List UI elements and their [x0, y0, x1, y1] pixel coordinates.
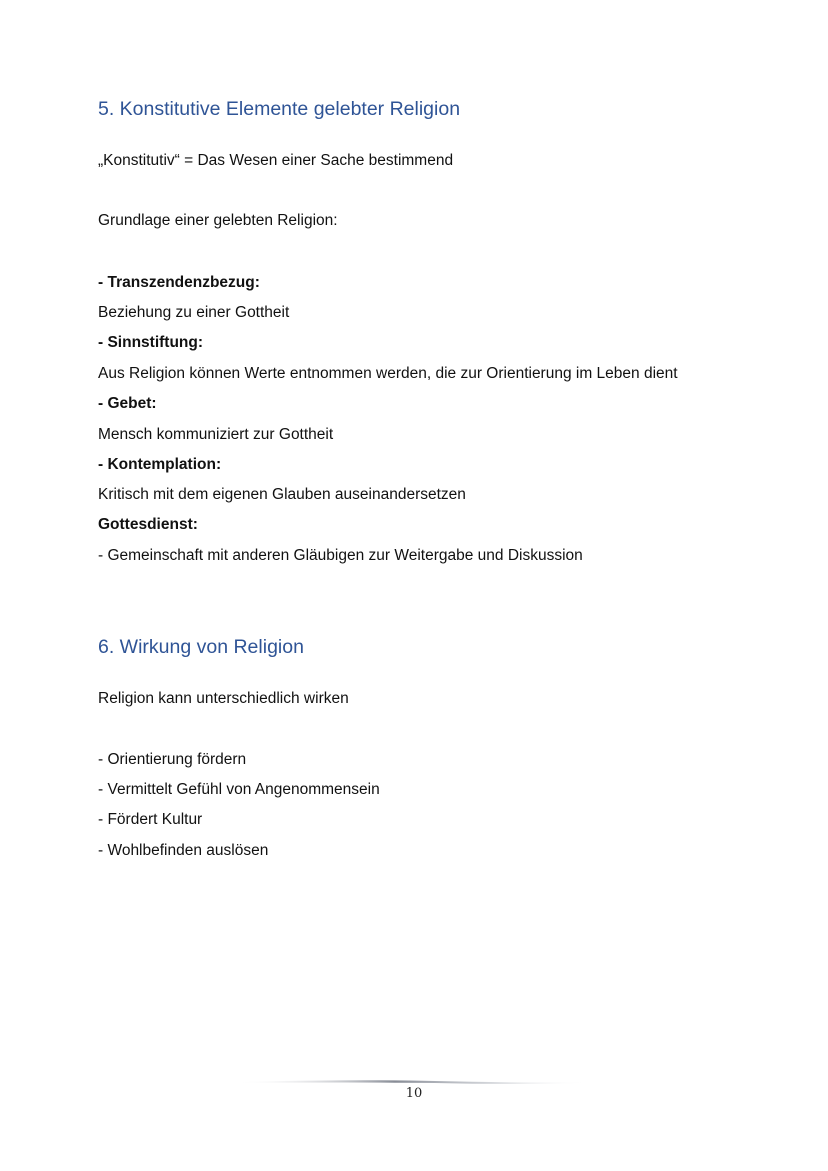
page-number: 10 [405, 1086, 423, 1101]
term-transzendenzbezug: - Transzendenzbezug: [98, 274, 260, 291]
definition-text: „Konstitutiv“ = Das Wesen einer Sache bestimmend [98, 152, 454, 169]
description-gottesdienst: - Gemeinschaft mit anderen Gläubigen zur Weitergabe und Diskussion [98, 547, 583, 564]
term-kontemplation: - Kontemplation: [98, 456, 222, 473]
section-6-intro: Religion kann unterschiedlich wirken [98, 690, 349, 707]
section-5-intro: Grundlage einer gelebten Religion: [98, 212, 338, 229]
list-item: - Vermittelt Gefühl von Angenommensein [98, 781, 380, 798]
term-sinnstiftung: - Sinnstiftung: [98, 334, 204, 351]
list-item: - Wohlbefinden auslösen [98, 842, 269, 859]
section-5-heading: 5. Konstitutive Elemente gelebter Religion [98, 98, 461, 120]
section-6-heading: 6. Wirkung von Religion [98, 636, 304, 658]
description-gebet: Mensch kommuniziert zur Gottheit [98, 426, 334, 443]
term-gebet: - Gebet: [98, 395, 157, 412]
term-gottesdienst: Gottesdienst: [98, 516, 198, 533]
list-item: - Fördert Kultur [98, 811, 203, 828]
list-item: - Orientierung fördern [98, 751, 247, 768]
description-transzendenzbezug: Beziehung zu einer Gottheit [98, 304, 290, 321]
description-sinnstiftung: Aus Religion können Werte entnommen werden, die zur Orientierung im Leben dient [98, 365, 678, 382]
footer-divider [235, 1078, 590, 1086]
description-kontemplation: Kritisch mit dem eigenen Glauben auseinandersetzen [98, 486, 466, 503]
